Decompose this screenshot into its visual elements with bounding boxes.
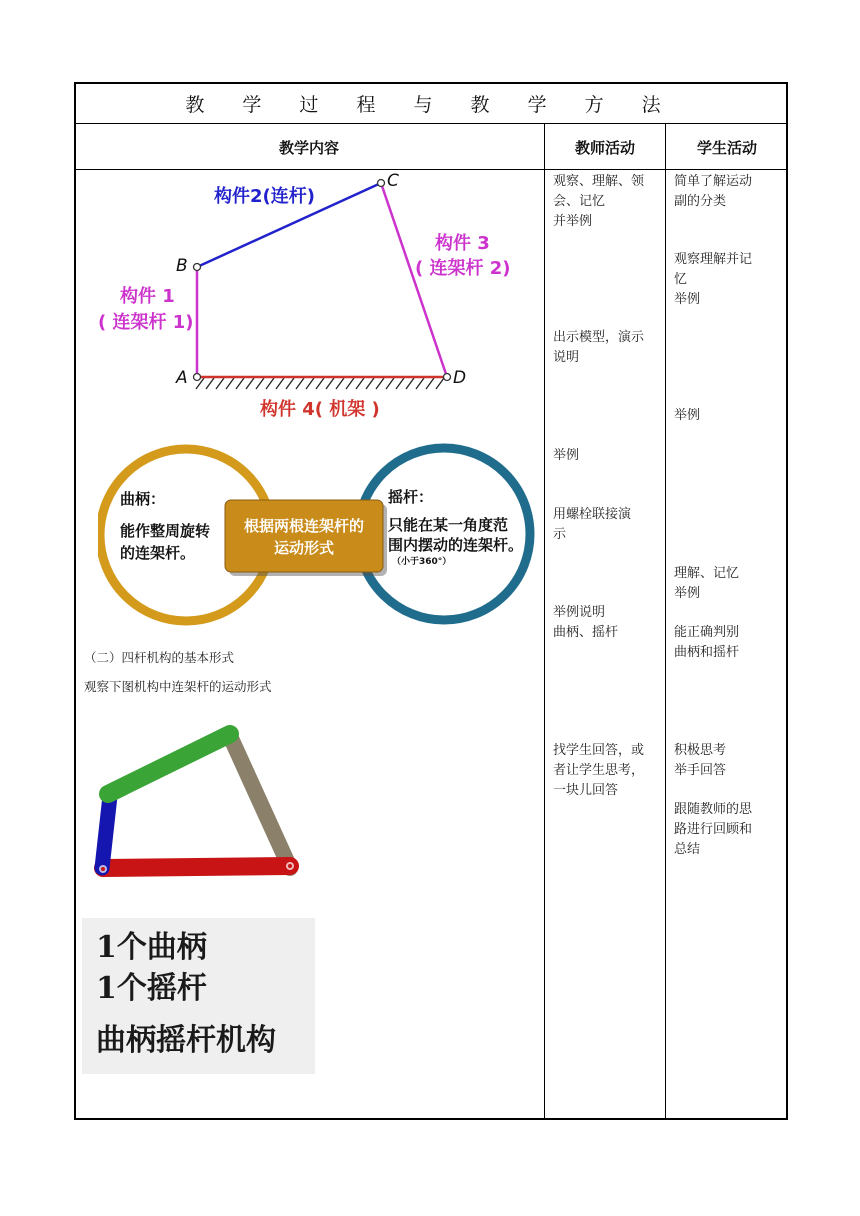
teacher-activity-2: 出示模型，演示 说明 [553, 330, 645, 365]
rocker-title: 摇杆： [388, 488, 434, 506]
joint-d [444, 374, 451, 381]
student-activity-2: 观察理解并记 忆 举例 [674, 252, 753, 307]
mechanism-picture [88, 716, 308, 886]
gray-link [230, 736, 290, 868]
label-link4: 构件 4( 机架 ) [260, 399, 380, 420]
joint-a [194, 374, 201, 381]
center-box [225, 500, 383, 572]
student-activity-4: 理解、记忆 举例 [674, 566, 740, 601]
summary-line-2: 1个摇杆 [96, 971, 207, 1006]
teacher-activity-1: 观察、理解、领 会、记忆 并举例 [553, 174, 645, 229]
center-line1: 根据两根连架杆的 [243, 517, 365, 535]
header-student: 学生活动 [696, 138, 757, 157]
teacher-activity-3: 举例 [553, 448, 580, 463]
teacher-activity-6: 找学生回答，或 者让学生思考， 一块儿回答 [553, 743, 645, 798]
linkage-diagram [80, 170, 540, 425]
label-d: D [453, 368, 467, 388]
table-title: 教 学 过 程 与 教 学 方 法 [185, 93, 677, 116]
label-link3-line1: 构件 3 [435, 233, 490, 254]
label-b: B [176, 256, 188, 276]
rocker-line1: 只能在某一角度范 [388, 516, 509, 534]
ground-hatch [196, 378, 444, 389]
rocker-line2: 围内摆动的连架杆。 [388, 536, 524, 554]
student-activity-7: 跟随教师的思 路进行回顾和 总结 [674, 802, 753, 857]
header-teacher: 教师活动 [574, 138, 635, 157]
joint-b [194, 264, 201, 271]
pivot-right-dot [288, 864, 292, 868]
pivot-left-dot [101, 867, 105, 871]
student-activity-5: 能正确判别 曲柄和摇杆 [674, 625, 740, 660]
crank-line2: 的连架杆。 [120, 544, 196, 562]
student-activity-6: 积极思考 举手回答 [674, 743, 727, 778]
joint-c [378, 180, 385, 187]
column-divider-1 [544, 124, 545, 1119]
link-3 [381, 183, 447, 377]
concept-diagram [98, 440, 538, 630]
header-content: 教学内容 [278, 138, 339, 157]
student-activity-3: 举例 [674, 408, 701, 423]
teacher-activity-4: 用螺栓联接演 示 [553, 507, 632, 542]
label-link1-line1: 构件 1 [120, 286, 175, 307]
label-link1-line2: ( 连架杆 1) [98, 312, 194, 333]
label-link2: 构件2(连杆) [214, 186, 315, 207]
student-activity-1: 简单了解运动 副的分类 [674, 174, 753, 209]
red-link [103, 866, 290, 868]
section-heading: （二）四杆机构的基本形式 [84, 650, 235, 665]
crank-title: 曲柄： [120, 490, 166, 508]
blue-link [102, 796, 110, 868]
summary-line-1: 1个曲柄 [96, 930, 207, 965]
green-link [108, 734, 230, 794]
rocker-note: （小于360°） [392, 557, 452, 567]
label-link3-line2: ( 连架杆 2) [415, 258, 511, 279]
center-line2: 运动形式 [273, 539, 335, 557]
column-divider-2 [665, 124, 666, 1119]
teacher-activity-5: 举例说明 曲柄、摇杆 [553, 605, 619, 640]
label-a: A [176, 368, 188, 388]
summary-line-3: 曲柄摇杆机构 [96, 1023, 276, 1058]
observe-text: 观察下图机构中连架杆的运动形式 [84, 679, 272, 694]
crank-line1: 能作整周旋转 [120, 522, 211, 540]
label-c: C [387, 171, 399, 191]
